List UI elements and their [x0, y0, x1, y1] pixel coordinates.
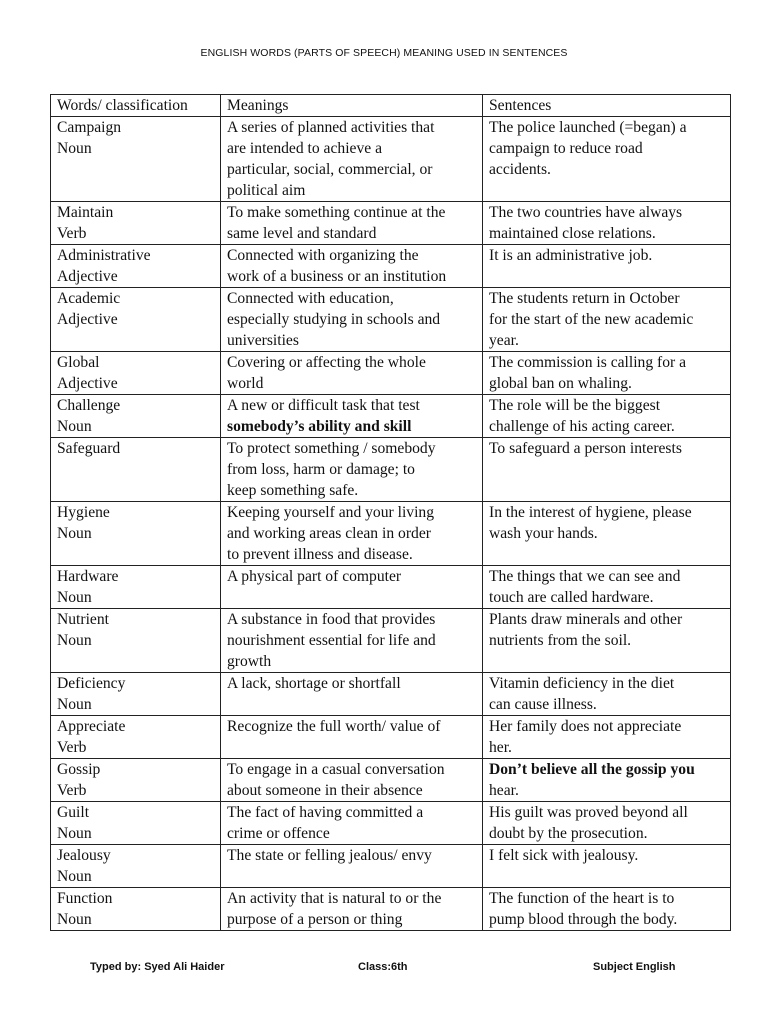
word-cell [51, 117, 221, 202]
meaning-line: crime or offence [227, 825, 330, 842]
table-row [51, 609, 731, 673]
sentence-cell [483, 609, 731, 673]
table-row [51, 117, 731, 202]
part-of-speech: Adjective [57, 375, 118, 392]
meaning-line: A lack, shortage or shortfall [227, 675, 401, 692]
sentence-line: her. [489, 739, 512, 756]
table-row [51, 395, 731, 438]
sentence-cell [483, 438, 731, 502]
sentence-line: The two countries have always [489, 204, 683, 221]
sentence-line: wash your hands. [489, 525, 598, 542]
word-cell [51, 202, 221, 245]
word-cell [51, 245, 221, 288]
meaning-cell [221, 288, 483, 352]
word-cell [51, 502, 221, 566]
part-of-speech: Noun [57, 140, 92, 157]
table-row [51, 845, 731, 888]
meaning-line: An activity that is natural to or the [227, 890, 442, 907]
subject-label: Subject English [593, 961, 676, 973]
meaning-cell [221, 888, 483, 931]
sentence-cell [483, 245, 731, 288]
meaning-line: Recognize the full worth/ value of [227, 718, 441, 735]
sentence-cell [483, 566, 731, 609]
sentence-cell [483, 716, 731, 759]
sentence-cell [483, 117, 731, 202]
word: Academic [57, 290, 121, 307]
table-row [51, 202, 731, 245]
meaning-line: To protect something / somebody [227, 440, 436, 457]
table-row [51, 288, 731, 352]
meaning-line: A physical part of computer [227, 568, 402, 585]
part-of-speech: Adjective [57, 268, 118, 285]
sentence-line: hear. [489, 782, 519, 799]
part-of-speech: Noun [57, 525, 92, 542]
sentence-line: for the start of the new academic [489, 311, 694, 328]
meaning-cell [221, 566, 483, 609]
sentence-cell [483, 888, 731, 931]
part-of-speech: Verb [57, 739, 87, 756]
word: Gossip [57, 761, 101, 778]
sentence-line: Her family does not appreciate [489, 718, 682, 735]
sentence-line: The commission is calling for a [489, 354, 687, 371]
sentence-line: pump blood through the body. [489, 911, 678, 928]
word-cell [51, 845, 221, 888]
word-cell [51, 802, 221, 845]
word-cell [51, 566, 221, 609]
meaning-line: purpose of a person or thing [227, 911, 403, 928]
sentence-line: Plants draw minerals and other [489, 611, 683, 628]
meaning-line-bold: somebody’s ability and skill [227, 418, 412, 435]
table-row [51, 566, 731, 609]
word: Guilt [57, 804, 90, 821]
word: Administrative [57, 247, 151, 264]
class-label: Class:6th [358, 961, 408, 973]
meaning-line: To engage in a casual conversation [227, 761, 445, 778]
meaning-line: same level and standard [227, 225, 377, 242]
table-row [51, 759, 731, 802]
part-of-speech: Noun [57, 418, 92, 435]
table-row [51, 888, 731, 931]
table-row [51, 352, 731, 395]
table-header-row [51, 95, 731, 117]
sentence-cell [483, 288, 731, 352]
typed-by-label: Typed by: Syed Ali Haider [90, 961, 225, 973]
word-cell [51, 609, 221, 673]
meaning-line: The fact of having committed a [227, 804, 424, 821]
word: Maintain [57, 204, 114, 221]
sentence-line: nutrients from the soil. [489, 632, 632, 649]
sentence-line: The police launched (=began) a [489, 119, 687, 136]
meaning-line: especially studying in schools and [227, 311, 441, 328]
word-cell [51, 759, 221, 802]
word-cell [51, 673, 221, 716]
word-cell [51, 352, 221, 395]
meaning-cell [221, 845, 483, 888]
meaning-line: A series of planned activities that [227, 119, 435, 136]
table-row [51, 245, 731, 288]
meaning-cell [221, 202, 483, 245]
sentence-line: Vitamin deficiency in the diet [489, 675, 675, 692]
sentence-line: touch are called hardware. [489, 589, 654, 606]
word-cell [51, 288, 221, 352]
sentence-line: The function of the heart is to [489, 890, 675, 907]
sentence-line: maintained close relations. [489, 225, 656, 242]
word: Challenge [57, 397, 121, 414]
sentence-line: The students return in October [489, 290, 680, 307]
part-of-speech: Noun [57, 911, 92, 928]
meaning-line: The state or felling jealous/ envy [227, 847, 432, 864]
sentence-line: His guilt was proved beyond all [489, 804, 688, 821]
word-cell [51, 395, 221, 438]
meaning-line: universities [227, 332, 299, 349]
meaning-line: work of a business or an institution [227, 268, 447, 285]
word-cell [51, 888, 221, 931]
part-of-speech: Noun [57, 589, 92, 606]
meaning-line: Covering or affecting the whole [227, 354, 426, 371]
meaning-line: A substance in food that provides [227, 611, 436, 628]
table-row [51, 802, 731, 845]
word: Safeguard [57, 440, 121, 457]
meaning-line: political aim [227, 182, 306, 199]
sentence-line: year. [489, 332, 519, 349]
meaning-cell [221, 395, 483, 438]
word: Function [57, 890, 113, 907]
sentence-line: campaign to reduce road [489, 140, 643, 157]
meaning-line: particular, social, commercial, or [227, 161, 433, 178]
word: Deficiency [57, 675, 126, 692]
part-of-speech: Adjective [57, 311, 118, 328]
part-of-speech: Noun [57, 868, 92, 885]
document-title: ENGLISH WORDS (PARTS OF SPEECH) MEANING USED IN SENTENCES [200, 47, 568, 59]
word: Hygiene [57, 504, 110, 521]
table-row [51, 502, 731, 566]
meaning-cell [221, 716, 483, 759]
sentence-line-bold: Don’t believe all the gossip you [489, 761, 695, 778]
word-cell [51, 716, 221, 759]
word: Hardware [57, 568, 119, 585]
table-body [51, 117, 731, 931]
meaning-line: and working areas clean in order [227, 525, 431, 542]
meaning-line: A new or difficult task that test [227, 397, 420, 414]
meaning-line: are intended to achieve a [227, 140, 382, 157]
sentence-cell [483, 845, 731, 888]
meaning-line: To make something continue at the [227, 204, 446, 221]
part-of-speech: Verb [57, 782, 87, 799]
meaning-cell [221, 117, 483, 202]
word-cell [51, 438, 221, 502]
sentence-line: In the interest of hygiene, please [489, 504, 692, 521]
meaning-cell [221, 352, 483, 395]
sentence-cell [483, 802, 731, 845]
meaning-line: growth [227, 653, 272, 670]
part-of-speech: Noun [57, 632, 92, 649]
meaning-line: world [227, 375, 264, 392]
meaning-cell [221, 802, 483, 845]
sentence-line: The things that we can see and [489, 568, 681, 585]
table-row [51, 673, 731, 716]
meaning-cell [221, 502, 483, 566]
word: Jealousy [57, 847, 111, 864]
sentence-cell [483, 673, 731, 716]
meaning-line: to prevent illness and disease. [227, 546, 413, 563]
sentence-line: It is an administrative job. [489, 247, 653, 264]
sentence-line: global ban on whaling. [489, 375, 632, 392]
meaning-line: Connected with organizing the [227, 247, 419, 264]
meaning-line: about someone in their absence [227, 782, 423, 799]
sentence-line: To safeguard a person interests [489, 440, 682, 457]
header-sentences: Sentences [483, 95, 731, 117]
sentence-line: doubt by the prosecution. [489, 825, 648, 842]
meaning-cell [221, 438, 483, 502]
sentence-cell [483, 759, 731, 802]
meaning-cell [221, 759, 483, 802]
sentence-cell [483, 502, 731, 566]
header-meanings: Meanings [221, 95, 483, 117]
header-words-classification: Words/ classification [51, 95, 221, 117]
word: Nutrient [57, 611, 109, 628]
meaning-cell [221, 609, 483, 673]
table-row [51, 438, 731, 502]
sentence-cell [483, 352, 731, 395]
part-of-speech: Noun [57, 696, 92, 713]
meaning-cell [221, 673, 483, 716]
meaning-line: nourishment essential for life and [227, 632, 436, 649]
sentence-line: The role will be the biggest [489, 397, 661, 414]
meaning-line: from loss, harm or damage; to [227, 461, 415, 478]
sentence-line: can cause illness. [489, 696, 597, 713]
table-row [51, 716, 731, 759]
sentence-line: accidents. [489, 161, 551, 178]
word: Global [57, 354, 100, 371]
sentence-cell [483, 395, 731, 438]
meaning-line: Keeping yourself and your living [227, 504, 435, 521]
vocabulary-table [50, 94, 731, 931]
meaning-cell [221, 245, 483, 288]
sentence-line: challenge of his acting career. [489, 418, 675, 435]
part-of-speech: Noun [57, 825, 92, 842]
sentence-cell [483, 202, 731, 245]
meaning-line: Connected with education, [227, 290, 394, 307]
meaning-line: keep something safe. [227, 482, 359, 499]
part-of-speech: Verb [57, 225, 87, 242]
word: Campaign [57, 119, 122, 136]
sentence-line: I felt sick with jealousy. [489, 847, 639, 864]
word: Appreciate [57, 718, 126, 735]
